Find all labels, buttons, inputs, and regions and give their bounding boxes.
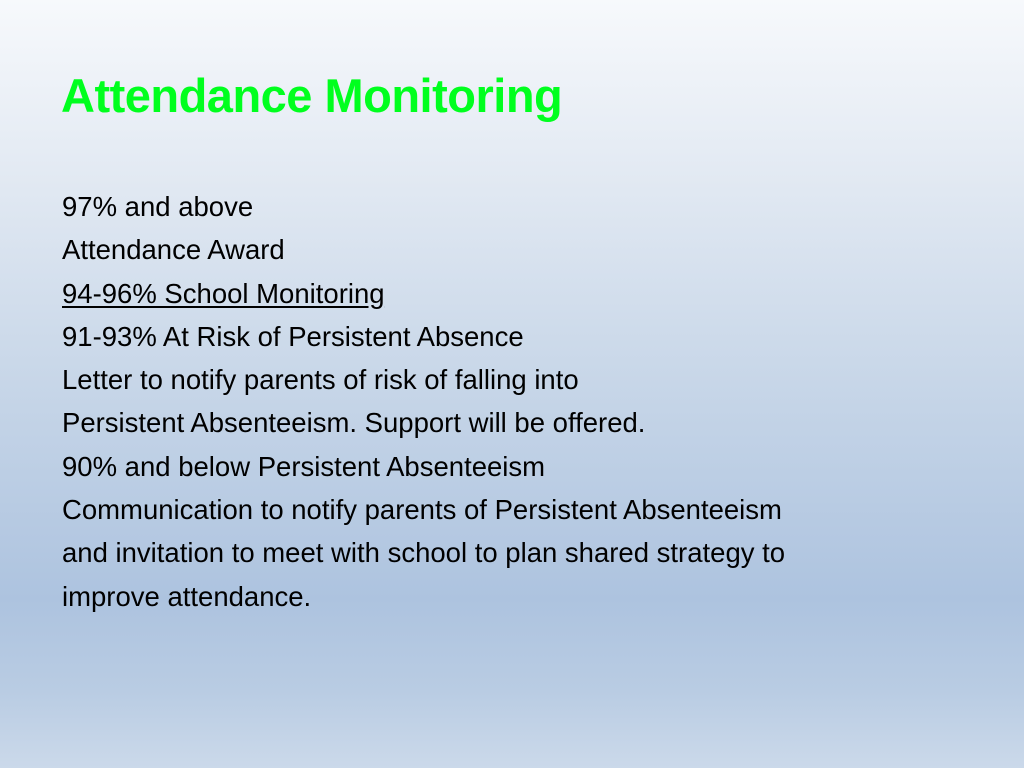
- body-line-at-risk: 91-93% At Risk of Persistent Absence: [62, 320, 524, 352]
- body-line-persistent-absenteeism: 90% and below Persistent Absenteeism: [62, 450, 546, 482]
- body-line-school-monitoring: 94-96% School Monitoring: [62, 277, 385, 309]
- body-line-communication: Communication to notify parents of Persistent Absenteeism: [62, 494, 782, 526]
- body-line-invitation: and invitation to meet with school to plan shared strategy to: [62, 537, 786, 569]
- body-line-improve-attendance: improve attendance.: [62, 580, 312, 612]
- body-line-support-offered: Persistent Absenteeism. Support will be offered.: [62, 407, 646, 439]
- slide-body: [62, 185, 992, 618]
- body-line-attendance-award: Attendance Award: [62, 234, 285, 266]
- body-line-letter-notify: Letter to notify parents of risk of falling into: [62, 364, 579, 396]
- body-line-attendance-threshold-97: 97% and above: [62, 191, 254, 222]
- slide-title: Attendance Monitoring: [61, 69, 563, 122]
